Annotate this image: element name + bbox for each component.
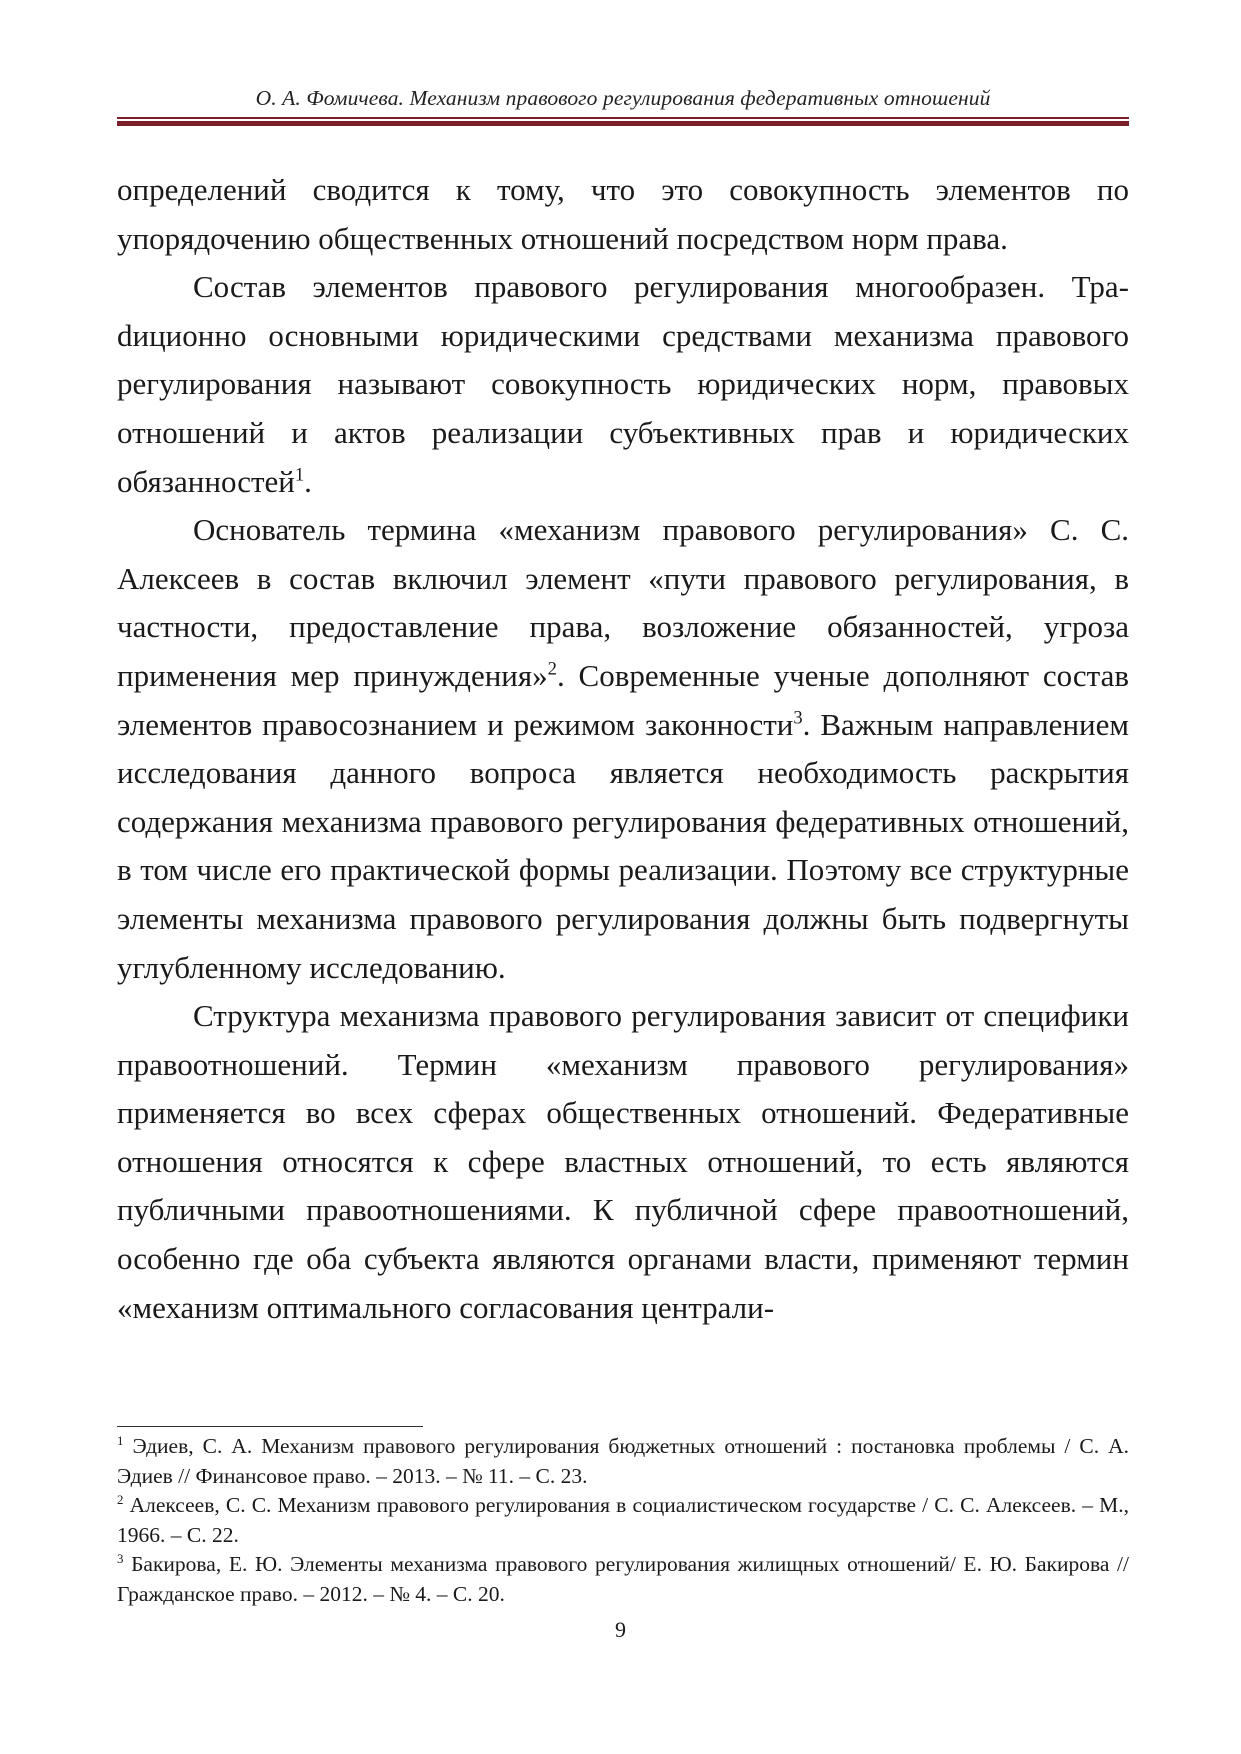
header-rule-thick [117,121,1129,126]
header-rule-thin [117,117,1129,119]
paragraph-3-text-b: . Современные ученые дополняют состав элементов правосознанием и режимом законности [117,657,1129,742]
paragraph-3 [117,506,1129,992]
footnote-ref-2[interactable]: 2 [547,658,557,680]
footnote-text-2: Алексеев, С. С. Механизм правового регулирования в социалистическом государстве / С. С. Алексеев. – М., 1966. – С. 22. [117,1493,1129,1547]
paragraph-2-tail: . [304,463,312,499]
footnote-mark-1: 1 [117,1433,124,1448]
footnote-ref-1[interactable]: 1 [294,464,305,486]
paragraph-3-text-a: Основатель термина «механизм правового регулирования» С. С. Алексеев в состав включил элемент «пути правового регулирования, в частности, предоставление права, возложение обязанностей, угроза применения мер принуждения» [117,512,1129,693]
paragraph-3-text-c: . Важным направлением исследования данного вопроса является необходимость раскрытия содержания механизма правового регулирования федеративных отношений, в том числе его практической формы реализации. Поэтому все структурные элементы механизма правового регулирования должны быть подвергнуты углубленному исследованию. [117,706,1129,985]
running-head: О. А. Фомичева. Механизм правового регулирования федеративных отношений [255,86,991,110]
footnote-mark-3: 3 [117,1551,124,1566]
footnote-text-3: Бакирова, Е. Ю. Элементы механизма правового регулирования жилищных отношений/ Е. Ю. Бакирова // Гражданское право. – 2012. – № 4. – С. 20. [117,1552,1129,1606]
paragraph-2-text: Состав элементов правового регулирования многообразен. Траdиционно основными юридическими средствами механизма правового регулирования называют совокупность юридических норм, правовых отношений и актов реализации субъективных прав и юридических обязанностей [117,269,1129,499]
paragraph-4: Структура механизма правового регулирования зависит от специфики правоотношений. Термин «механизм правового регулирования» применяется во всех сферах общественных отношений. Федеративные отношения относятся к сфере властных отношений, то есть являются публичными правоотношениями. К публичной сфере правоотношений, особенно где оба субъекта являются органами власти, применяют термин «механизм оптимального согласования централи- [117,998,1129,1325]
footnote-text-1: Эдиев, С. А. Механизм правового регулирования бюджетных отношений : постановка проблемы / С. А. Эдиев // Финансовое право. – 2013. – № 11. – С. 23. [117,1434,1129,1488]
footnote-separator [117,1426,423,1427]
footnote-ref-3[interactable]: 3 [793,707,803,729]
footnotes [117,1432,1129,1609]
footnote-mark-2: 2 [117,1492,124,1507]
footnote-1 [117,1432,1129,1491]
body-text [117,166,1129,1332]
footnote-2 [117,1491,1129,1550]
paragraph-2 [117,263,1129,506]
footnote-3 [117,1550,1129,1609]
page-number: 9 [615,1617,626,1642]
paragraph-1: определений сводится к тому, что это совокупность элементов по упорядочению общественных отношений посредством норм права. [117,172,1129,256]
